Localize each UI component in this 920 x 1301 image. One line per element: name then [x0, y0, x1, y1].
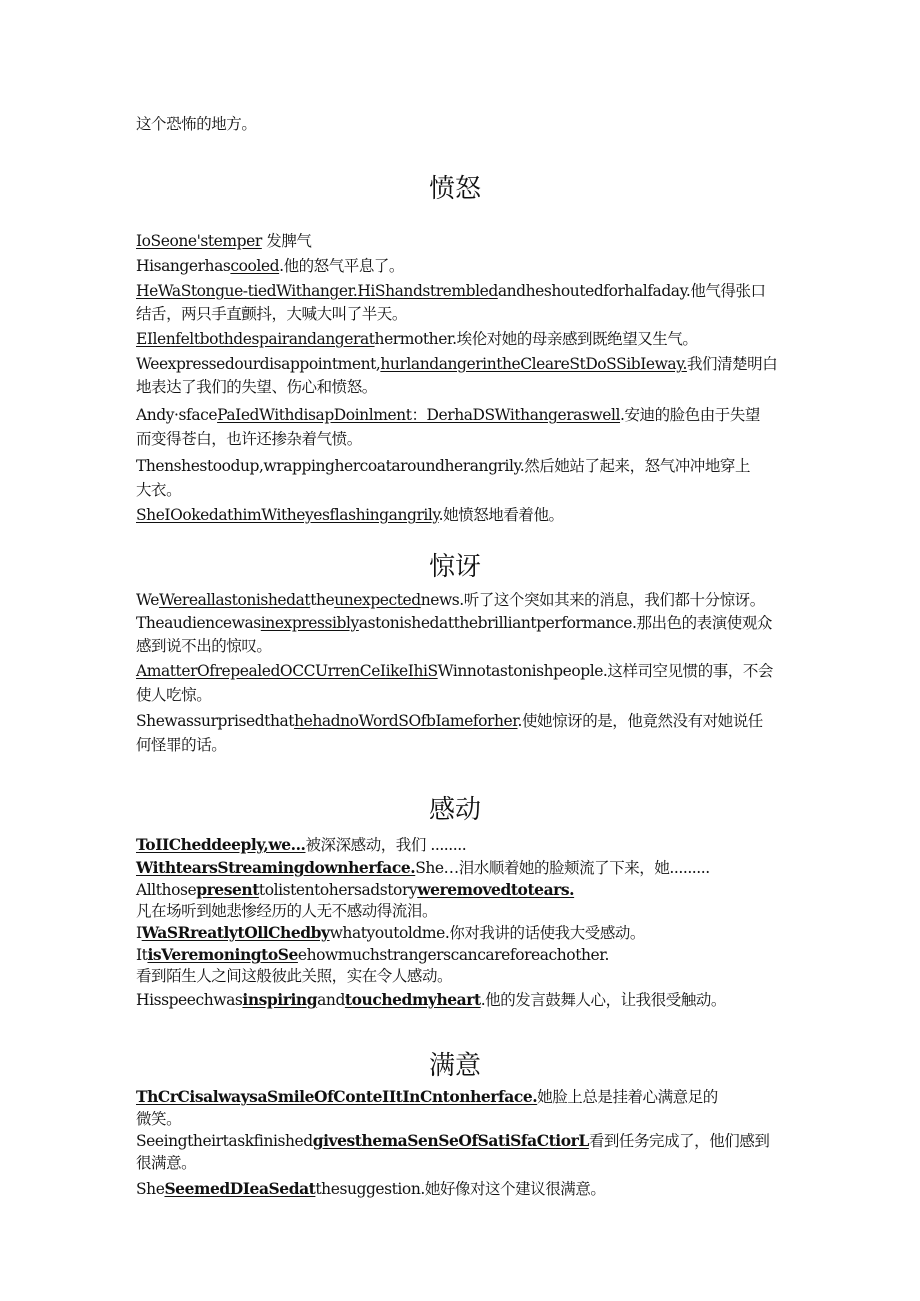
anger-line-1 [136, 230, 311, 252]
surprise-phrase: hehadnoWordSOfbIameforher [294, 712, 518, 730]
surprise-phrase: AmatterOfrepealedOCCUrrenCeIikeIhiS [136, 662, 438, 680]
surprise-text: Theaudiencewas [136, 614, 261, 632]
satisfied-text: She [136, 1180, 165, 1198]
anger-line-8 [136, 404, 760, 426]
anger-line-12 [136, 504, 564, 526]
satisfied-line-2: 微笑。 [136, 1110, 182, 1128]
surprise-line-3: 感到说不出的惊叹。 [136, 637, 272, 655]
moved-text: It [136, 946, 148, 964]
moved-phrase: WaSRreatlytOllChedby [141, 923, 330, 942]
moved-line-8 [136, 989, 726, 1011]
moved-text: 被深深感动，我们 ........ [305, 836, 467, 854]
moved-phrase: ToIICheddeeply,we... [136, 835, 306, 854]
anger-line-4: 结舌，两只手直颤抖，大喊大叫了半天。 [136, 305, 407, 323]
anger-text: 我们清楚明白 [686, 355, 778, 373]
surprise-line-4 [136, 660, 773, 682]
anger-text: Andy·sface [136, 406, 218, 424]
moved-text: and [317, 991, 345, 1009]
moved-line-1 [136, 834, 466, 856]
anger-line-7: 地表达了我们的失望、伤心和愤怒。 [136, 378, 377, 396]
anger-phrase: EIlenfeltbothdespairandangerat [136, 330, 375, 348]
anger-text: Hisangerhas [136, 257, 231, 275]
surprise-phrase: unexpected [334, 591, 421, 609]
surprise-line-6 [136, 710, 763, 732]
moved-line-4: 凡在场听到她悲惨经历的人无不感动得流泪。 [136, 902, 438, 920]
surprise-line-5: 使人吃惊。 [136, 686, 212, 704]
moved-phrase: weremovedtotears. [417, 880, 575, 899]
satisfied-line-1 [136, 1086, 718, 1108]
surprise-text: the [310, 591, 335, 609]
anger-phrase: cooled [230, 257, 280, 275]
surprise-text: astonishedatthebrilliantperformance.那出色的表演使观众 [358, 614, 772, 632]
satisfied-phrase: ThCrCisalwaysaSmileOfConteIItInCntonherface. [136, 1087, 538, 1106]
satisfied-line-4: 很满意。 [136, 1154, 197, 1172]
surprise-text: .使她惊讶的是，他竟然没有对她说任 [517, 712, 763, 730]
satisfied-text: Seeingtheirtaskfinished [136, 1132, 313, 1150]
surprise-line-7: 何怪罪的话。 [136, 736, 227, 754]
moved-phrase: inspiring [242, 990, 318, 1009]
anger-line-6 [136, 353, 777, 375]
surprise-text: Winnotastonishpeople.这样司空见惯的事，不会 [437, 662, 773, 680]
moved-phrase: present [196, 880, 259, 899]
anger-line-3 [136, 280, 766, 302]
surprise-line-1 [136, 589, 765, 611]
moved-phrase: isVeremoningtoSe [147, 945, 298, 964]
anger-text: .安迪的脸色由于失望 [620, 406, 760, 424]
anger-text: hermother.埃伦对她的母亲感到既绝望又生气。 [374, 330, 698, 348]
anger-phrase: hurlandangerintheCleareStDoSSibIeway. [380, 355, 687, 373]
surprise-line-2 [136, 612, 772, 634]
satisfied-text: 她脸上总是挂着心满意足的 [537, 1088, 718, 1106]
moved-line-5 [136, 922, 645, 944]
section-heading-anger: 愤怒 [428, 174, 481, 204]
surprise-text: We [136, 591, 159, 609]
anger-line-2 [136, 255, 404, 277]
anger-text: .他的怒气平息了。 [279, 257, 404, 275]
surprise-phrase: inexpressibly [260, 614, 359, 632]
moved-line-3 [136, 879, 574, 901]
anger-text: Weexpressedourdisappointment, [136, 355, 381, 373]
moved-text: Hisspeechwas [136, 991, 243, 1009]
moved-text: .他的发言鼓舞人心，让我很受触动。 [480, 991, 726, 1009]
satisfied-text: 看到任务完成了，他们感到 [588, 1132, 770, 1150]
surprise-text: news.听了这个突如其来的消息，我们都十分惊讶。 [420, 591, 765, 609]
anger-line-9: 而变得苍白，也许还掺杂着气愤。 [136, 430, 362, 448]
satisfied-line-5 [136, 1178, 605, 1200]
anger-phrase: HeWaStongue-tiedWithanger.HiShandstrembled [136, 282, 498, 300]
moved-phrase: touchedmyheart [344, 990, 481, 1009]
moved-text: whatyoutoldme.你对我讲的话使我大受感动。 [329, 924, 645, 942]
moved-line-7: 看到陌生人之间这般彼此关照，实在令人感动。 [136, 967, 453, 985]
section-heading-satisfied: 满意 [428, 1051, 481, 1081]
moved-text: She…泪水顺着她的脸颊流了下来，她......... [415, 859, 710, 877]
anger-line-5 [136, 328, 697, 350]
moved-text: tolistentohersadstory [258, 881, 418, 899]
surprise-phrase: Wereallastonishedat [158, 591, 311, 609]
moved-line-2 [136, 857, 710, 879]
moved-text: ehowmuchstrangerscancareforeachother. [297, 946, 609, 964]
anger-phrase: IoSeone'stemper [136, 232, 262, 250]
satisfied-phrase: SeemedDIeaSedat [164, 1179, 316, 1198]
section-heading-surprise: 惊讶 [428, 552, 481, 582]
surprise-text: Shewassurprisedthat [136, 712, 295, 730]
anger-line-11: 大衣。 [136, 481, 182, 499]
satisfied-phrase: givesthemaSenSeOfSatiSfaCtiorL [312, 1131, 589, 1150]
anger-text: .她愤怒地看着他。 [438, 506, 564, 524]
anger-phrase: PaIedWithdisapDoinlment：DerhaDSWithangeraswell [217, 406, 621, 424]
anger-phrase: SheIOokedathimWitheyesflashingangrily [136, 506, 439, 524]
satisfied-line-3 [136, 1130, 769, 1152]
section-heading-moved: 感动 [428, 795, 481, 825]
moved-text: I [136, 924, 142, 942]
anger-gloss: 发脾气 [266, 232, 312, 250]
moved-line-6 [136, 944, 609, 966]
moved-text: Allthose [136, 881, 197, 899]
moved-phrase: WithtearsStreamingdownherface. [136, 858, 416, 877]
anger-text: andheshoutedforhalfaday.他气得张口 [497, 282, 766, 300]
satisfied-text: thesuggestion.她好像对这个建议很满意。 [315, 1180, 606, 1198]
intro-text: 这个恐怖的地方。 [136, 115, 257, 133]
anger-line-10: Thenshestoodup,wrappinghercoataroundherangrily.然后她站了起来，怒气冲冲地穿上 [136, 457, 750, 475]
